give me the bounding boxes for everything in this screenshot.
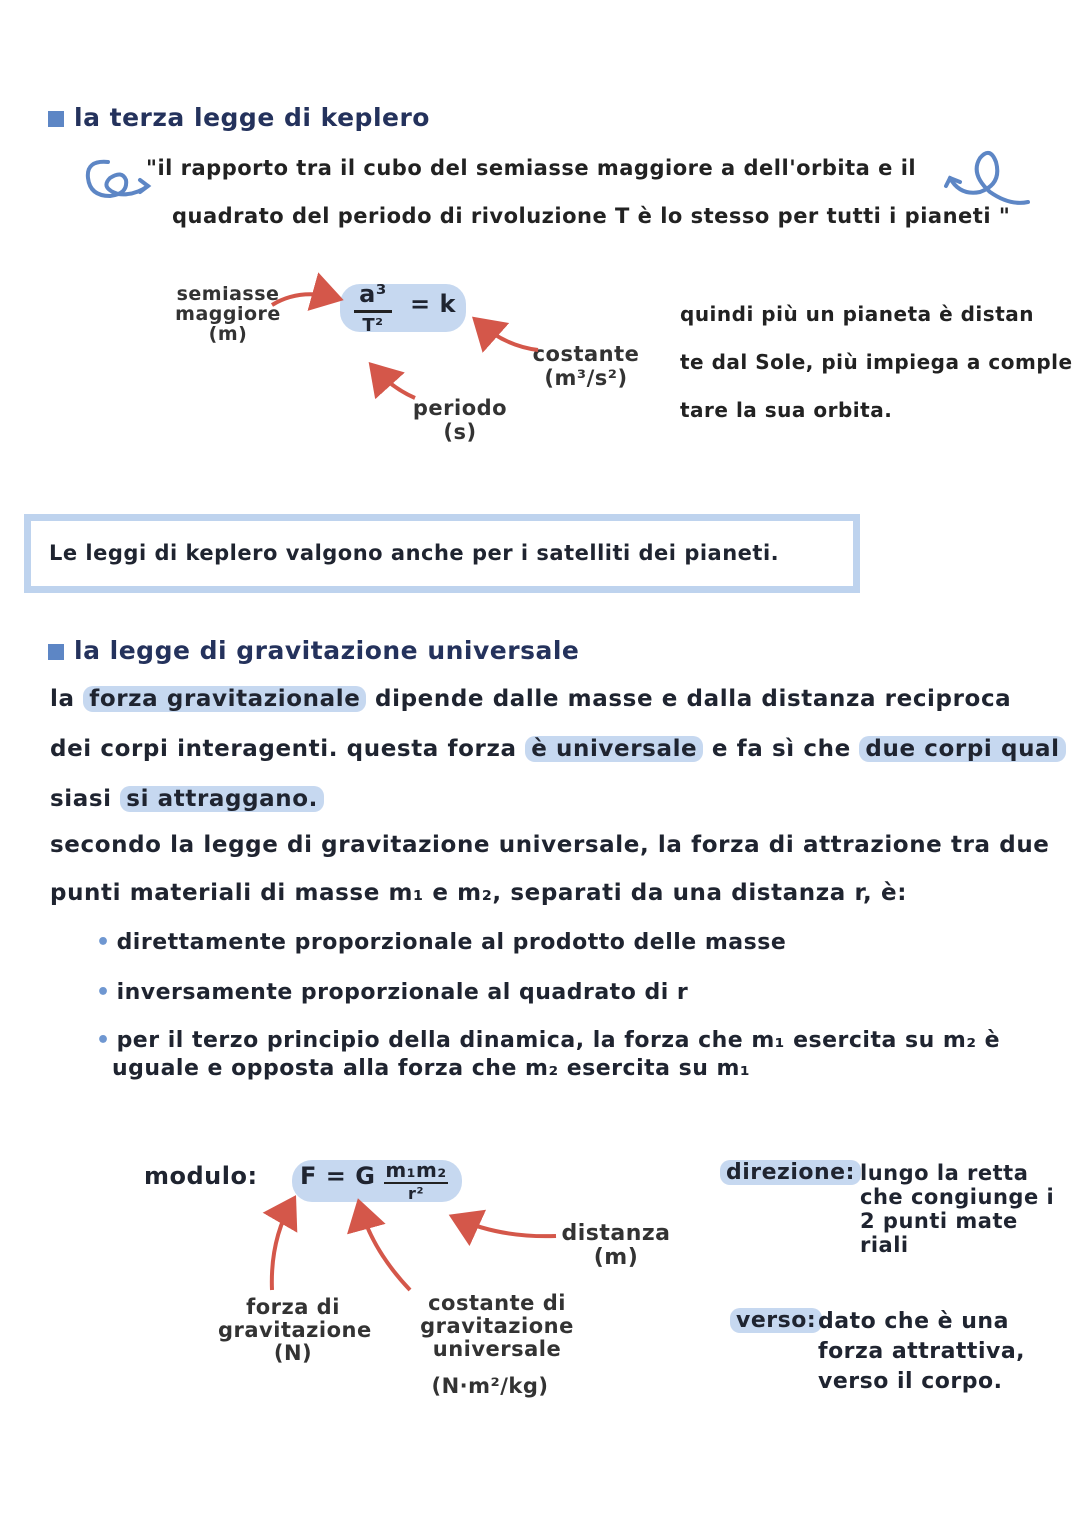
direzione-label: direzione: — [720, 1160, 861, 1185]
kepler-note-line2: te dal Sole, più impiega a comple — [680, 350, 1073, 374]
verso-label: verso: — [730, 1308, 822, 1333]
label-costante: costante (m³/s²) — [532, 342, 640, 390]
bullet-square-icon — [48, 644, 64, 660]
gravitation-p2: dei corpi interagenti. questa forza è universale e fa sì che due corpi qual — [50, 736, 1066, 762]
kepler-quote-line1: "il rapporto tra il cubo del semiasse maggiore a dell'orbita e il — [146, 156, 917, 180]
bullet-item-2: • inversamente proporzionale al quadrato di r — [96, 980, 689, 1005]
kepler-note-line1: quindi più un pianeta è distan — [680, 302, 1034, 326]
arrow-semiasse — [272, 294, 336, 305]
formula-denominator: r² — [408, 1184, 424, 1203]
arrow-costante — [478, 322, 538, 350]
highlight-universale: è universale — [525, 736, 703, 762]
label-forza: forza di gravitazione (N) — [218, 1295, 372, 1365]
label-distanza: distanza (m) — [561, 1221, 671, 1270]
gravitation-p4: secondo la legge di gravitazione universale, la forza di attrazione tra due — [50, 832, 1050, 858]
arrow-forza — [272, 1202, 292, 1290]
label-periodo: periodo (s) — [412, 396, 508, 444]
gravitation-p5: punti materiali di masse m₁ e m₂, separati da una distanza r, è: — [50, 880, 907, 906]
verso-text: dato che è una forza attrattiva, verso il corpo. — [818, 1309, 1026, 1394]
arrow-costante — [360, 1206, 410, 1290]
kepler-formula-denominator: T² — [362, 315, 384, 336]
modulo-label: modulo: — [144, 1162, 258, 1190]
kepler-note — [680, 290, 1080, 434]
kepler-note-line3: tare la sua orbita. — [680, 398, 893, 422]
kepler-satellites-box — [24, 514, 860, 593]
kepler-satellites-text: Le leggi di keplero valgono anche per i satelliti dei pianeti. — [49, 541, 780, 565]
verso-block — [730, 1308, 1070, 1397]
arrow-distanza — [456, 1218, 556, 1236]
highlight-due-corpi: due corpi qual — [859, 736, 1065, 762]
kepler-quote-line2: quadrato del periodo di rivoluzione T è lo stesso per tutti i pianeti " — [172, 204, 1011, 228]
kepler-formula-rhs: = k — [410, 290, 456, 318]
highlight-si-attraggano: si attraggano. — [120, 786, 324, 812]
gravitation-p3: siasi si attraggano. — [50, 786, 324, 812]
bullet-item-3: • per il terzo principio della dinamica, la forza che m₁ esercita su m₂ è — [96, 1028, 1001, 1053]
formula-left: F = G — [300, 1162, 376, 1190]
formula-numerator: m₁m₂ — [385, 1158, 447, 1182]
label-costante-gravitazione: costante di gravitazione universale — [420, 1291, 574, 1361]
bullet-item-3-cont: uguale e opposta alla forza che m₂ esercita su m₁ — [112, 1056, 751, 1081]
gravitation-title — [48, 636, 579, 665]
bullet-item-1: • direttamente proporzionale al prodotto delle masse — [96, 930, 787, 955]
arrow-periodo — [374, 368, 415, 398]
highlight-forza-gravitazionale: forza gravitazionale — [83, 686, 366, 712]
kepler-title-text: la terza legge di keplero — [74, 103, 430, 132]
label-unita-g: (N·m²/kg) — [431, 1374, 549, 1398]
kepler-formula-numerator: a³ — [359, 280, 387, 308]
gravitation-p1: la forza gravitazionale dipende dalle masse e dalla distanza reciproca — [50, 686, 1012, 712]
gravitation-title-text: la legge di gravitazione universale — [74, 636, 580, 665]
label-semiasse: semiasse maggiore (m) — [175, 283, 281, 345]
direzione-text: lungo la retta che congiunge i 2 punti mate riali — [860, 1161, 1055, 1257]
direzione-block — [720, 1160, 1070, 1257]
